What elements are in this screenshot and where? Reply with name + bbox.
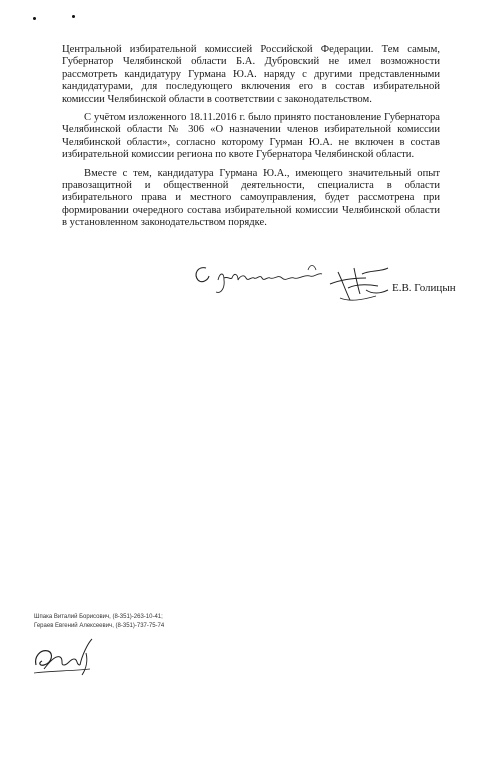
handwritten-initials-signature [30,635,100,680]
letter-body [62,44,440,236]
executor-line: Гераев Евгений Алексеевич, (8-351)-737-75-74 [34,622,165,629]
paragraph: С учётом изложенного 18.11.2016 г. было принято постановление Губернатора Челябинской области № 306 «О назначении членов избирательной комиссии Челябинской области», согласно которому Гурман Ю.А. не включен в состав избирательной комиссии региона по квоте Губернатора Челябинской области. [62,112,440,161]
executors-block [34,613,164,630]
executor-line: Шпака Виталий Борисович, (8-351)-263-10-41; [34,614,163,620]
scan-dot [33,17,36,20]
signer-name: Е.В. Голицын [392,282,456,294]
scan-dot [72,15,75,18]
handwritten-closing-signature [190,258,400,308]
paragraph: Вместе с тем, кандидатура Гурмана Ю.А., имеющего значительный опыт правозащитной и общественной деятельности, специалиста в области избирательного права и местного самоуправления, будет рассмотрена при формировании очередного состава избирательной комиссии Челябинской области в установленном законодательством порядке. [62,167,440,229]
paragraph: Центральной избирательной комиссией Российской Федерации. Тем самым, Губернатор Челябинской области Б.А. Дубровский не имел возможности рассмотреть кандидатуру Гурмана Ю.А. наряду с другими представленными кандидатурами, для последующего включения его в состав избирательной комиссии Челябинской области в соответствии с законодательством. [62,44,440,105]
